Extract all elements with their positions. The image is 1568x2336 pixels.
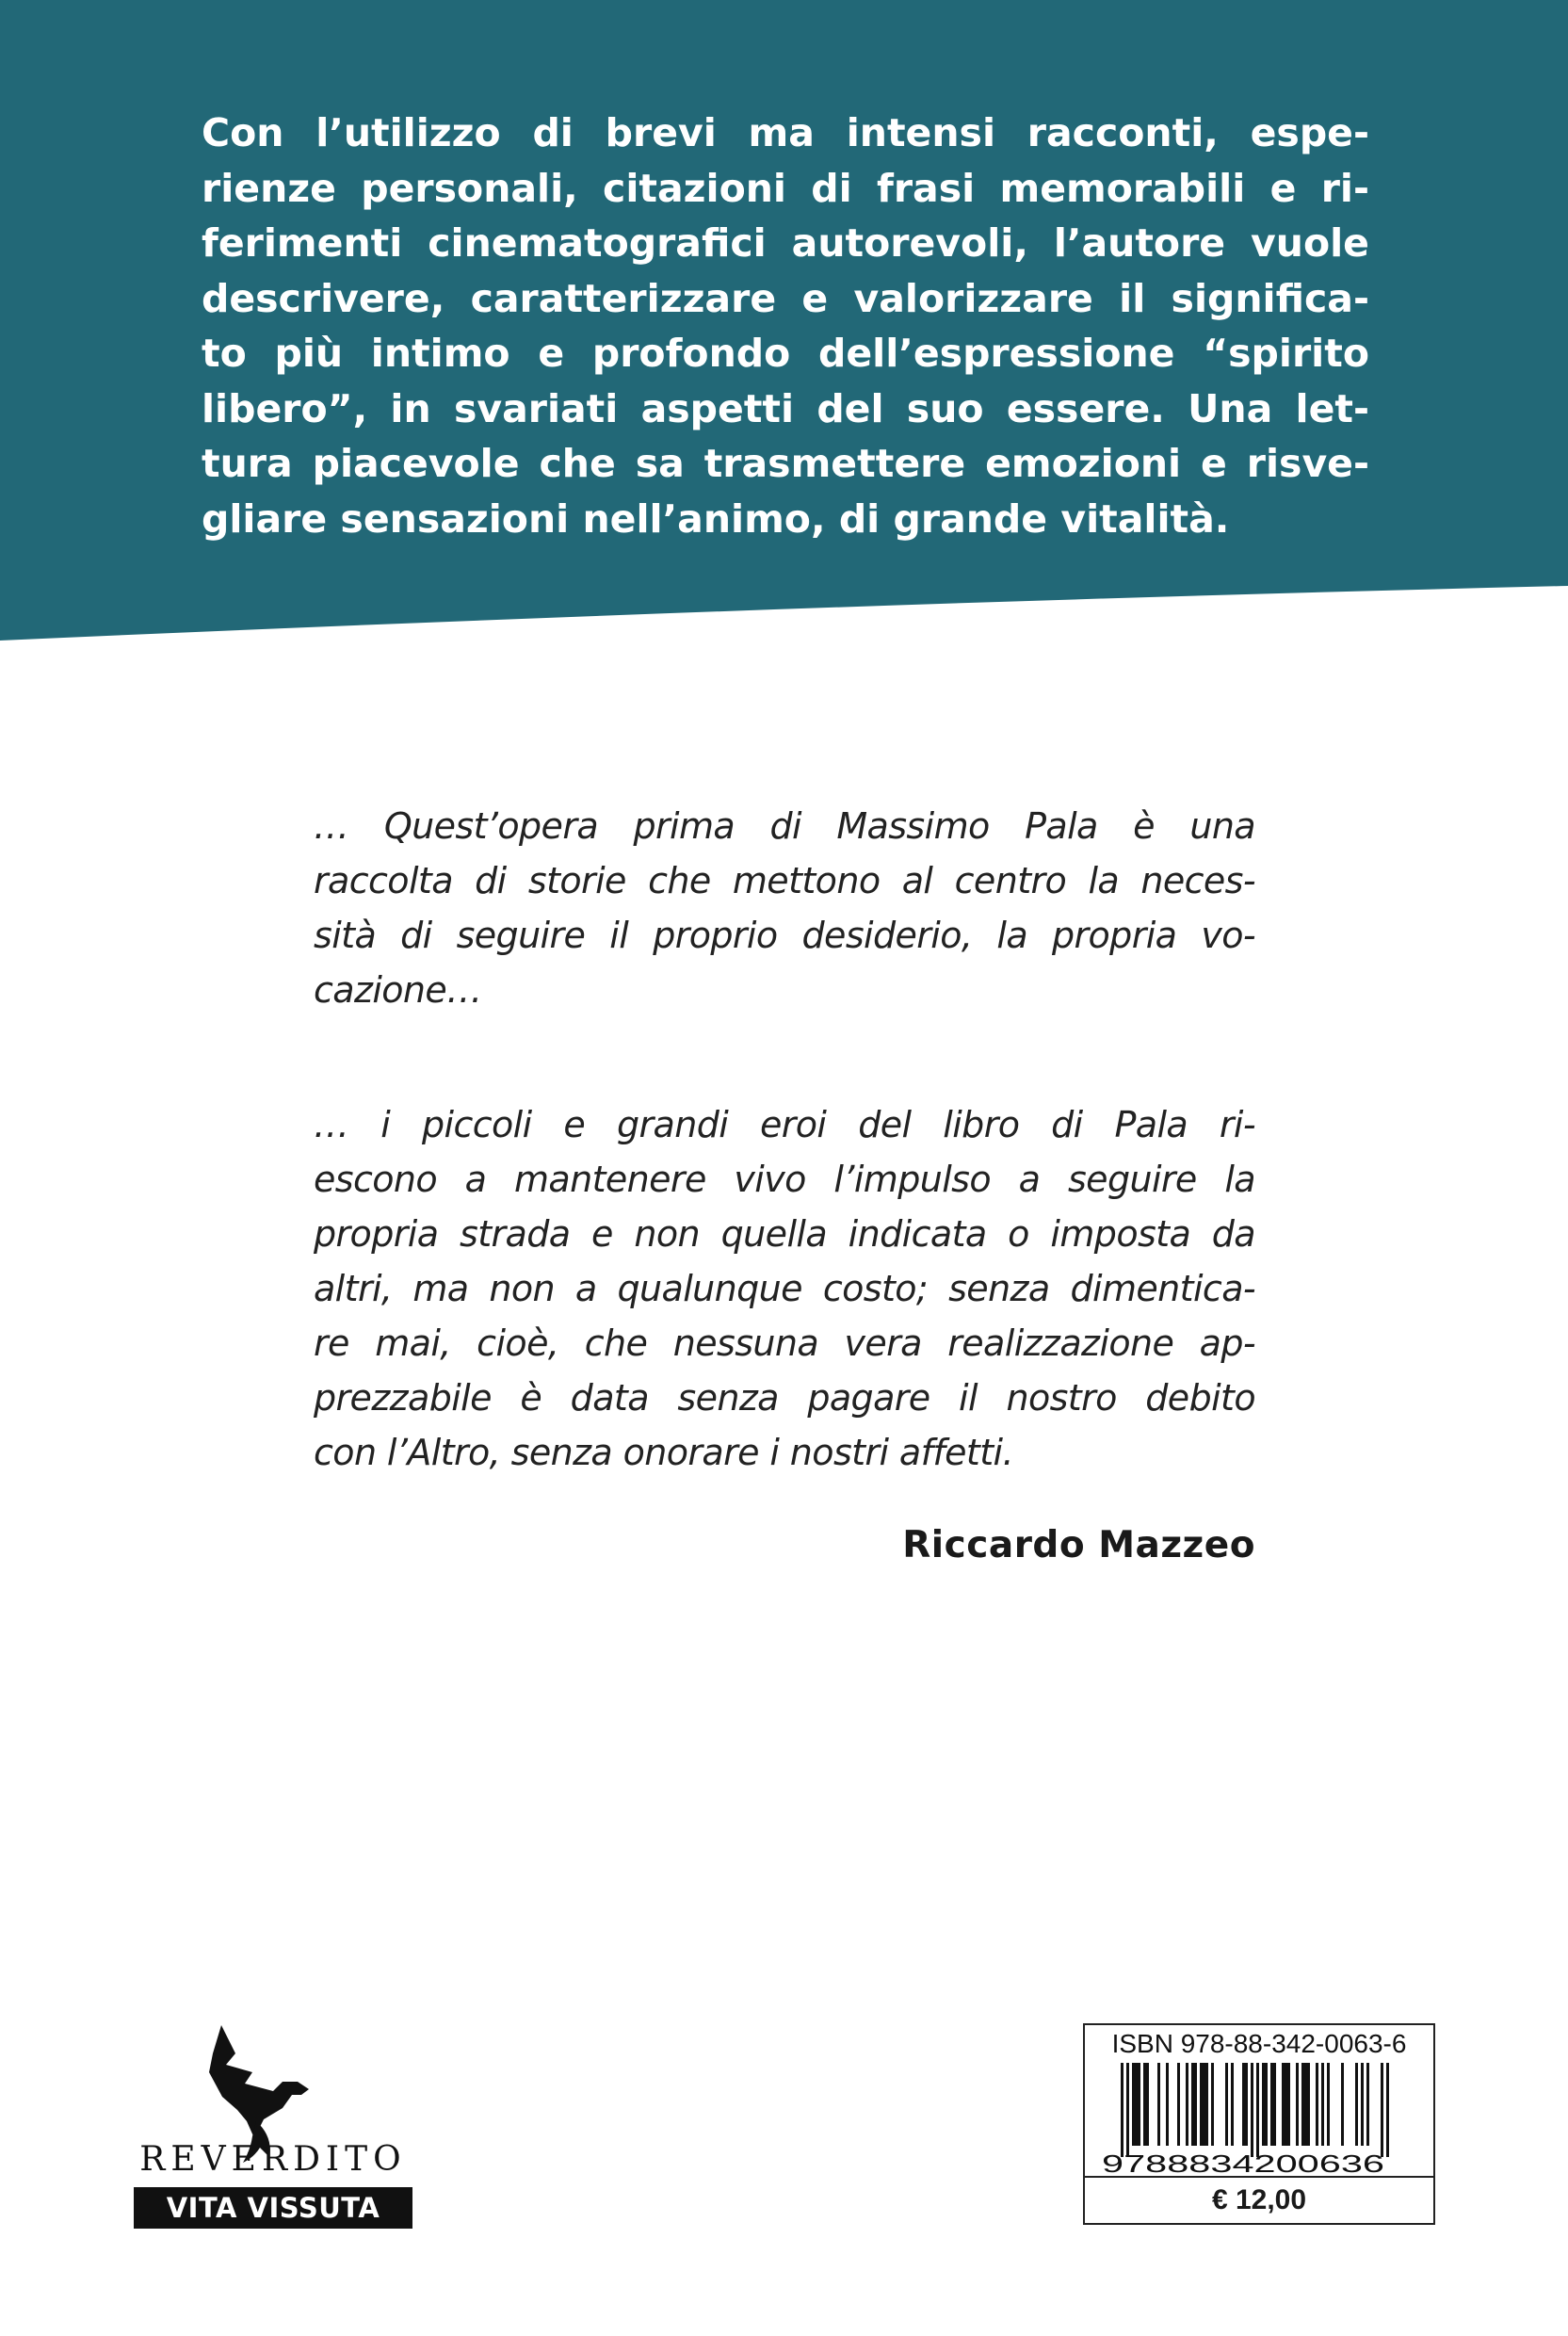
barcode-bar — [1177, 2063, 1180, 2146]
blurb-line: descrivere, caratterizzare e valorizzare il significa- — [202, 275, 1369, 321]
barcode-bar — [1186, 2063, 1188, 2146]
barcode-bar — [1225, 2063, 1228, 2146]
barcode-bar — [1386, 2063, 1389, 2157]
barcode-bar — [1191, 2063, 1194, 2146]
blurb-line: Con l’utilizzo di brevi ma intensi racconti, espe- — [202, 110, 1369, 155]
quote-line: … Quest’opera prima di Massimo Pala è una — [314, 805, 1255, 847]
barcode-bar — [1251, 2063, 1253, 2157]
barcode-bar — [1282, 2063, 1285, 2146]
barcode-bar — [1301, 2063, 1304, 2146]
quote-line: cazione… — [314, 969, 482, 1011]
blurb-line: tura piacevole che sa trasmettere emozioni e risve- — [202, 441, 1369, 486]
barcode-bar — [1245, 2063, 1248, 2146]
barcode-bar — [1256, 2063, 1259, 2157]
barcode-bar — [1203, 2063, 1205, 2146]
barcode-bar — [1307, 2063, 1310, 2146]
publisher-series: VITA VISSUTA — [134, 2187, 412, 2229]
barcode-bar — [1316, 2063, 1318, 2146]
quote-line: … i piccoli e grandi eroi del libro di Pala ri- — [314, 1104, 1255, 1145]
quote-line: sità di seguire il proprio desiderio, la propria vo- — [314, 915, 1255, 956]
blurb-line: gliare sensazioni nell’animo, di grande vitalità. — [202, 495, 1230, 542]
quote-line: prezzabile è data senza pagare il nostro debito — [314, 1377, 1255, 1419]
quote-line: raccolta di storie che mettono al centro la neces- — [314, 860, 1255, 901]
barcode-bar — [1121, 2063, 1123, 2157]
barcode-bar — [1157, 2063, 1160, 2146]
quote-line: propria strada e non quella indicata o imposta da — [314, 1213, 1255, 1255]
review-quote-1 — [314, 799, 1255, 1017]
barcode-bar — [1231, 2063, 1234, 2146]
barcode-bar — [1366, 2063, 1369, 2146]
barcode-bar — [1146, 2063, 1149, 2146]
barcode-bar — [1273, 2063, 1276, 2146]
barcode-box — [1083, 2023, 1435, 2225]
isbn-label: ISBN 978-88-342-0063-6 — [1111, 2029, 1407, 2058]
barcode-bar — [1270, 2063, 1273, 2146]
quote-author: Riccardo Mazzeo — [902, 1524, 1255, 1566]
review-quote-2 — [314, 1097, 1255, 1480]
barcode-bar — [1143, 2063, 1146, 2146]
barcode — [1098, 2063, 1422, 2176]
barcode-bar — [1132, 2063, 1135, 2146]
quote-line: escono a mantenere vivo l’impulso a seguire la — [314, 1159, 1255, 1200]
barcode-bar — [1205, 2063, 1208, 2146]
barcode-bar — [1135, 2063, 1138, 2146]
blurb-line: libero”, in svariati aspetti del suo essere. Una let- — [202, 385, 1369, 431]
barcode-bar — [1166, 2063, 1169, 2146]
barcode-bar — [1242, 2063, 1245, 2146]
blurb-line: ferimenti cinematografici autorevoli, l’autore vuole — [202, 220, 1369, 266]
barcode-digits: 9788834200636 — [1102, 2149, 1384, 2176]
barcode-bar — [1126, 2063, 1129, 2157]
barcode-bar — [1381, 2063, 1383, 2157]
barcode-bar — [1321, 2063, 1324, 2146]
barcode-bar — [1361, 2063, 1364, 2146]
publisher-name: REVERDITO — [139, 2140, 407, 2179]
barcode-bar — [1304, 2063, 1307, 2146]
barcode-bar — [1200, 2063, 1203, 2146]
quote-line: altri, ma non a qualunque costo; senza dimentica- — [314, 1268, 1255, 1309]
barcode-bar — [1138, 2063, 1140, 2146]
blurb-line: to più intimo e profondo dell’espressione “spirito — [202, 331, 1369, 376]
barcode-bar — [1287, 2063, 1290, 2146]
barcode-bar — [1265, 2063, 1268, 2146]
barcode-bar — [1262, 2063, 1265, 2146]
barcode-bar — [1355, 2063, 1358, 2146]
back-cover-blurb — [202, 105, 1369, 546]
barcode-bar — [1341, 2063, 1344, 2146]
blurb-line: rienze personali, citazioni di frasi memorabili e ri- — [202, 165, 1369, 211]
barcode-bar — [1296, 2063, 1299, 2146]
quote-line: con l’Altro, senza onorare i nostri affetti. — [314, 1432, 1013, 1473]
barcode-bar — [1285, 2063, 1287, 2146]
barcode-bar — [1194, 2063, 1197, 2146]
barcode-bar — [1211, 2063, 1214, 2146]
quote-line: re mai, cioè, che nessuna vera realizzazione ap- — [314, 1322, 1255, 1364]
barcode-bar — [1327, 2063, 1330, 2146]
price: € 12,00 — [1085, 2176, 1433, 2223]
